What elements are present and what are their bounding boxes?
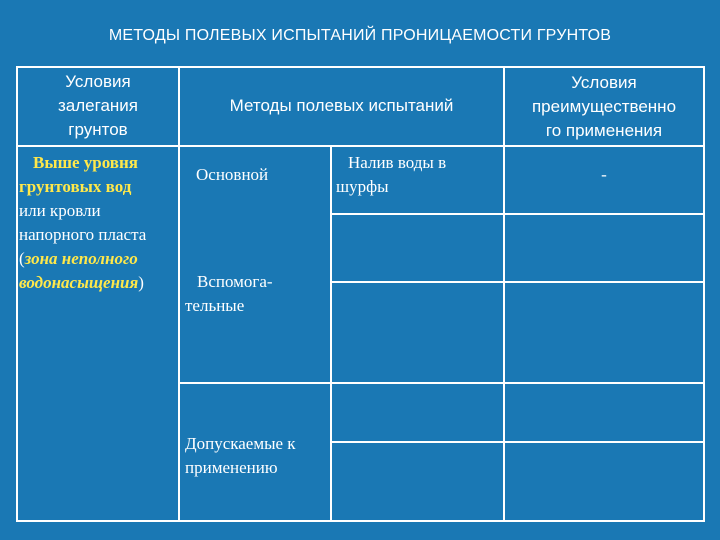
condition-line: грунтовых вод [19, 177, 132, 196]
header-conditions-line: Условия [65, 72, 131, 91]
condition-zone-text: водонасыщения [19, 273, 139, 292]
row-divider-3 [178, 382, 705, 384]
table-border-bottom [16, 520, 705, 522]
condition-zone-text: зона неполного [24, 249, 138, 268]
allowed-line: Допускаемые к [185, 434, 296, 453]
condition-line [19, 247, 177, 271]
table-border-top [16, 66, 705, 68]
header-conditions [18, 70, 178, 142]
condition-line: Выше уровня [33, 153, 138, 172]
main-method-text [336, 151, 501, 199]
auxiliary-line: тельные [185, 296, 245, 315]
row-divider-4 [330, 441, 705, 443]
condition-line: или кровли [19, 201, 101, 220]
page-title: МЕТОДЫ ПОЛЕВЫХ ИСПЫТАНИЙ ПРОНИЦАЕМОСТИ ГРУНТОВ [108, 27, 612, 44]
allowed-method-label [185, 432, 330, 480]
row-divider-2 [330, 281, 705, 283]
main-method-line: Налив воды в [348, 153, 447, 172]
header-usage-line: преимущественно [531, 97, 677, 116]
header-usage-line: го применения [545, 121, 663, 140]
auxiliary-method-label [185, 270, 330, 318]
table-border-right [703, 66, 705, 522]
allowed-line: применению [185, 458, 278, 477]
main-usage-value: - [601, 165, 607, 184]
column-divider-1 [178, 66, 180, 522]
auxiliary-line: Вспомога- [197, 272, 273, 291]
condition-line [19, 271, 177, 295]
header-usage-line: Условия [571, 73, 637, 92]
main-method-label: Основной [196, 165, 269, 184]
paren-open: ( [19, 249, 25, 268]
header-conditions-line: грунтов [68, 120, 128, 139]
header-divider [16, 145, 705, 147]
row-divider-1 [330, 213, 705, 215]
bedding-condition [19, 151, 177, 295]
header-methods: Методы полевых испытаний [229, 96, 454, 115]
header-usage [505, 71, 703, 143]
header-conditions-line: залегания [58, 96, 138, 115]
condition-line: напорного пласта [19, 225, 147, 244]
paren-close: ) [138, 273, 144, 292]
column-divider-2 [330, 146, 332, 522]
main-method-line: шурфы [336, 177, 389, 196]
